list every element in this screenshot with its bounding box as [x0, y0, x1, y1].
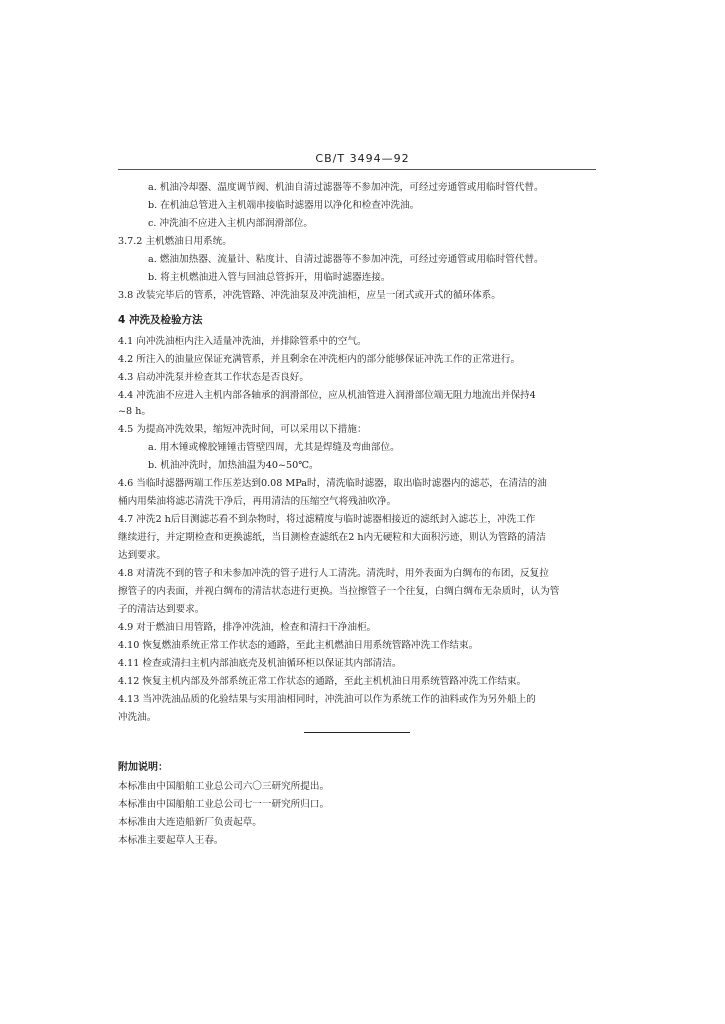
appendix-line-3: 本标准由大连造船新厂负责起草。: [118, 817, 262, 828]
clause-4-8-cont2: 子的清洁达到要求。: [118, 604, 205, 615]
section-4-heading: 4 冲洗及检验方法: [118, 314, 203, 326]
clause-3-8: 3.8 改装完毕后的管系，冲洗管路、冲洗油泵及冲洗油柜，应呈一闭式或开式的循环体系。: [118, 290, 501, 301]
clause-4-4-cont: ~8 h。: [118, 406, 151, 417]
clause-4-6: 4.6 当临时滤器两端工作压差达到0.08 MPa时，清洗临时滤器，取出临时滤器内的滤芯，在清洁的油: [118, 478, 547, 489]
clause-4-7-cont: 继续进行，并定期检查和更换滤纸，当目测检查滤纸在2 h内无硬粒和大面积污迹，则认为管路的清洁: [118, 532, 546, 543]
appendix-line-2: 本标准由中国船舶工业总公司七一一研究所归口。: [118, 799, 330, 810]
clause-4-12: 4.12 恢复主机内部及外部系统正常工作状态的通路，至此主机机油日用系统管路冲洗工作结束。: [118, 676, 527, 687]
clause-4-5: 4.5 为提高冲洗效果，缩短冲洗时间，可以采用以下措施：: [118, 424, 367, 435]
clause-4-7-cont2: 达到要求。: [118, 550, 166, 561]
appendix-line-1: 本标准由中国船舶工业总公司六〇三研究所提出。: [118, 781, 330, 792]
clause-4-5-b: b. 机油冲洗时，加热油温为40~50℃。: [148, 460, 319, 471]
clause-4-11: 4.11 检查或清扫主机内部油底壳及机油循环柜以保证其内部清洁。: [118, 658, 402, 669]
standard-number-header: CB/T 3494—92: [315, 152, 410, 165]
clause-3-7-2: 3.7.2 主机燃油日用系统。: [118, 236, 232, 247]
clause-4-8-cont: 擦管子的内表面，并视白绸布的清洁状态进行更换。当拉擦管子一个往复，白绸白绸布无杂质时，认为管: [118, 586, 560, 597]
clause-4-5-a: a. 用木锤或橡胶锤锤击管壁四周，尤其是焊缝及弯曲部位。: [148, 442, 400, 453]
clause-4-10: 4.10 恢复燃油系统正常工作状态的通路，至此主机燃油日用系统管路冲洗工作结束。: [118, 640, 479, 651]
clause-4-13: 4.13 当冲洗油品质的化验结果与实用油相同时，冲洗油可以作为系统工作的油料或作为另外船上的: [118, 694, 536, 705]
clause-4-8: 4.8 对清洗不到的管子和未参加冲洗的管子进行人工清洗。清洗时，用外表面为白绸布的布团，反复拉: [118, 568, 549, 579]
clause-4-1: 4.1 向冲洗油柜内注入适量冲洗油，并排除管系中的空气。: [118, 336, 367, 347]
clause-4-3: 4.3 启动冲洗泵并检查其工作状态是否良好。: [118, 372, 309, 383]
clause-4-4: 4.4 冲洗油不应进入主机内部各轴承的润滑部位，应从机油管进入润滑部位端无阻力地流出并保持4: [118, 390, 536, 401]
appendix-title: 附加说明：: [118, 762, 168, 773]
appendix-line-4: 本标准主要起草人王春。: [118, 835, 224, 846]
end-rule: [304, 732, 410, 733]
item-b-2: b. 将主机燃油进入管与回油总管拆开，用临时滤器连接。: [148, 272, 391, 283]
item-a-1: a. 机油冷却器、温度调节阀、机油自清过滤器等不参加冲洗，可经过旁通管或用临时管代替。: [148, 182, 544, 193]
item-a-2: b. 在机油总管进入主机端串接临时滤器用以净化和检查冲洗油。: [148, 200, 420, 211]
clause-4-2: 4.2 所注入的油量应保证充满管系，并且剩余在冲洗柜内的部分能够保证冲洗工作的正常进行。: [118, 354, 521, 365]
clause-4-6-cont: 桶内用柴油将滤芯清洗干净后，再用清洁的压缩空气将残油吹净。: [118, 496, 397, 507]
clause-4-7: 4.7 冲洗2 h后目测滤芯看不到杂物时，将过滤精度与临时滤器相接近的滤纸封入滤芯上，冲洗工作: [118, 514, 536, 525]
item-b-1: a. 燃油加热器、流量计、粘度计、自清过滤器等不参加冲洗，可经过旁通管或用临时管代替。: [148, 254, 544, 265]
header-rule: [118, 169, 596, 170]
clause-4-9: 4.9 对于燃油日用管路，排净冲洗油，检查和清扫干净油柜。: [118, 622, 377, 633]
clause-4-13-cont: 冲洗油。: [118, 712, 157, 723]
item-a-3: c. 冲洗油不应进入主机内部润滑部位。: [148, 218, 313, 229]
